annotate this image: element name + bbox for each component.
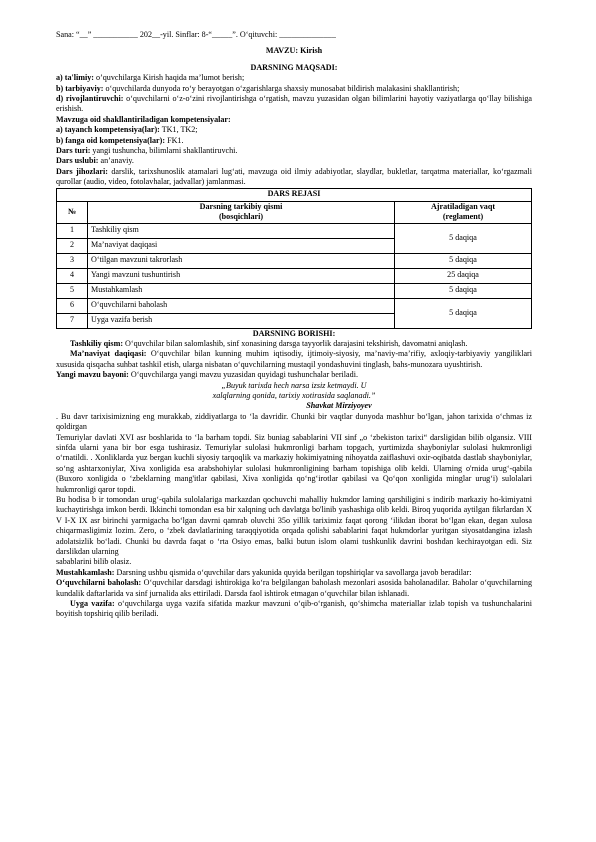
lesson-plan-table: [56, 188, 532, 329]
plan-row-time: 5 daqiqa: [395, 253, 532, 268]
plan-row-stage: Ma’naviyat daqiqasi: [88, 238, 395, 253]
course-homework-label: Uyga vazifa:: [70, 599, 115, 609]
plan-row-number: 5: [57, 283, 88, 298]
plan-col-stage-line2: (bosqichlari): [218, 212, 264, 222]
goal-title: DARSNING MAQSADI:: [250, 62, 338, 72]
plan-row-stage: O‘quvchilarni baholash: [88, 298, 395, 313]
table-row: [57, 223, 532, 238]
plan-col-stage: [88, 201, 395, 223]
competency-basic-text: TK1, TK2;: [159, 125, 198, 135]
course-spirit-text: O‘quvchilar bilan kunning muhim iqtisodiy, ijtimoiy-siyosiy, ma’naviy-ma’rifiy, axloqiy-tarbiyaviy yangiliklari xususida qisqacha suhbat tashkil etish, ularga nisbatan o‘quvchilarning mustaqil yondashuvini tinglash, bahs-munozara uyushtirish.: [56, 349, 532, 369]
goal-upbringing-text: o‘quvchilarda dunyoda ro‘y berayotgan o‘zgarishlarga shaxsiy munosabat bildirish malakasini shakllantirish;: [103, 83, 460, 93]
goal-education-text: o’quvchilarga Kirish haqida ma’lumot berish;: [94, 73, 245, 83]
plan-row-time: 5 daqiqa: [395, 223, 532, 253]
course-organization-text: O‘quvchilar bilan salomlashib, sinf xonasining darsga tayyorlik darajasini tekshirish, davomatni aniqlash.: [123, 338, 468, 348]
plan-col-time: [395, 201, 532, 223]
lesson-type-label: Dars turi:: [56, 146, 91, 156]
plan-row-number: 1: [57, 223, 88, 238]
table-row: [57, 298, 532, 313]
course-new-topic-text: O‘quvchilarga yangi mavzu yuzasidan quyidagi tushunchalar beriladi.: [128, 370, 358, 380]
goal-development-text: o‘quvchilarni o‘z-o‘zini rivojlantirishga o‘rgatish, mavzu yuzasidan olgan bilimlarini hayotiy vaziyatlarga qo‘llay bilishiga erishish.: [56, 94, 532, 114]
plan-row-number: 7: [57, 313, 88, 328]
plan-title: DARS REJASI: [57, 188, 532, 201]
course-title: DARSNING BORISHI:: [252, 328, 336, 338]
lesson-method: [56, 156, 532, 166]
competency-subject: [56, 136, 532, 146]
lesson-method-label: Dars uslubi:: [56, 156, 99, 166]
table-row: [57, 268, 532, 283]
history-paragraph-1: . Bu davr tarixisimizning eng murakkab, ziddiyatlarga to ‘la davridir. Chunki bir vaqtlar dunyoda mashhur bo‘lgan, jahon tarixida o‘chmas iz qoldirgan: [56, 411, 532, 432]
lesson-plan-page: [56, 30, 532, 620]
plan-row-number: 3: [57, 253, 88, 268]
course-organization-label: Tashkiliy qism:: [70, 338, 124, 348]
goal-education: [56, 73, 532, 83]
plan-row-time: 25 daqiqa: [395, 268, 532, 283]
goal-upbringing-label: b) tarbiyaviy:: [56, 83, 104, 93]
competency-subject-text: FK1.: [165, 135, 184, 145]
history-paragraph-4: sabablarini bilib olasiz.: [56, 557, 132, 567]
plan-row-stage: Yangi mavzuni tushuntirish: [88, 268, 395, 283]
course-new-topic: [56, 370, 532, 380]
goal-development-label: d) rivojlantiruvchi:: [56, 94, 124, 104]
lesson-type-text: yangi tushuncha, bilimlarni shakllantiruvchi.: [90, 146, 238, 156]
plan-col-number: №: [57, 201, 88, 223]
plan-row-time: 5 daqiqa: [395, 298, 532, 328]
quote-line-2: xalqlarning qonida, tarixiy xotirasida saqlanadi.”: [212, 390, 376, 400]
course-spirit-label: Ma’naviyat daqiqasi:: [70, 349, 147, 359]
lesson-equipment-label: Dars jihozlari:: [56, 166, 108, 176]
plan-row-number: 4: [57, 268, 88, 283]
course-organization: [56, 339, 532, 349]
history-paragraph-3: Bu hodisa b ir tomondan urug‘-qabila sulolalariga markazdan qochuvchi mahalliy hukmdor laming qarshiligini s indirib markaziy ho-kimiyatni kuchaytirishga imkon berdi. Ikkinchi tomondan esa bir xalqning uch davlatga bo'linib yashashiga olib keldi. Biroq yuqorida aytilgan fikrlardan X V I-X IX asr birinchi yarmigacha bo‘lgan davrni qamrab oluvchi 35o yillik tariximiz faqat qorong ‘ilikdan iborat bo‘lgan ekan, degan xulosa chiqarmasligimiz lozim. Zero, o ‘zbek davlatlarining taraqqiyotida orqada qolishi sabablarini faqat hukmdorlar yuritgan siyosatdangina izlash adolatsizlik bo‘ladi. Chunki bu davrda faqat o ‘rta Osiyo emas, balki butun islom olami tushkunlik davrini boshdan kechirayotgan edi. Siz darslikdan ularning: [56, 495, 532, 557]
course-homework: [56, 599, 532, 620]
topic-title: MAVZU: Kirish: [265, 46, 323, 56]
plan-row-stage: Uyga vazifa berish: [88, 313, 395, 328]
course-reinforcement: [56, 568, 532, 578]
course-reinforcement-text: Darsning ushbu qismida o‘quvchilar dars yakunida quyida berilgan topshiriqlar va savollarga javob beradilar:: [114, 567, 472, 577]
competencies-title: Mavzuga oid shakllantiriladigan kompetensiyalar:: [56, 114, 231, 124]
lesson-equipment-text: darslik, tarixshunoslik atamalari lug‘ati, mavzuga oid ilmiy adabiyotlar, slaydlar, bukletlar, tarqatma materiallar, ko‘rgazmali qurollar (audio, video, fotolavhalar, jadvallar) jamlanmasi.: [56, 166, 533, 187]
lesson-equipment: [56, 167, 532, 188]
quote-author: Shavkat Mirziyoyev: [306, 401, 372, 411]
quote-line-1: „Buyuk tarixda hech narsa izsiz ketmaydi. U: [221, 380, 367, 390]
course-grading-label: O‘quvchilarni baholash:: [56, 578, 142, 588]
table-row: [57, 283, 532, 298]
plan-col-stage-line1: Darsning tarkibiy qismi: [199, 201, 283, 211]
table-row: [57, 253, 532, 268]
competency-basic: [56, 125, 532, 135]
course-reinforcement-label: Mustahkamlash:: [56, 567, 115, 577]
plan-row-number: 2: [57, 238, 88, 253]
header-line: Sana: “__” ___________ 202__-yil. Sinflar: 8-“_____”. O‘qituvchi: ______________: [56, 30, 336, 39]
competency-basic-label: a) tayanch kompetensiya(lar):: [56, 125, 160, 135]
lesson-method-text: an’anaviy.: [98, 156, 134, 166]
goal-development: [56, 94, 532, 115]
course-grading: [56, 578, 532, 599]
goal-upbringing: [56, 84, 532, 94]
course-grading-text: O‘quvchilar darsdagi ishtirokiga ko‘ra belgilangan baholash mezonlari asosida baholanadilar. Baholar o‘quvchilarning kundalik daftarlarida va sinf jurnalida aks ettiriladi. Darsda faol ishtirok etmagan o‘quvchilar bilan ishlanadi.: [56, 578, 532, 598]
plan-row-stage: O‘tilgan mavzuni takrorlash: [88, 253, 395, 268]
plan-row-number: 6: [57, 298, 88, 313]
plan-col-time-line2: (reglament): [442, 212, 484, 222]
history-paragraph-2: Temuriylar davlati XVI asr boshlarida to ‘la barham topdi. Siz buniag sabablarini VII sinf „o ‘zbekiston tarixi“ darsligidan bilib olgansiz. VIII sinfda ularni yana bir bor esga tushirasiz. Temuriylar sulolasi hukmronligi barham topgach, yurtimizda shayboniylar sulolasi hukmronligi o‘rnatildi. . Xonliklarda yuz bergan kuchli siyosiy tarqoqlik va markaziy hokimiyatning nihoyatda zaiflashuvi oxir-oqibatda dastlab shayboniylar, so‘ng ashtarxoniylar, Xiva xonligida esa arabshohiylar sulolasi hukmronligining barham topishiga olib keldi. Ularning o'rnida urug‘-qabila (Buxoro xonligida o ‘zbeklarning mang'itlar qabilasi, Xiva xonligida qo‘ng‘irotlar qabilasi va Qo‘qon xonligida minglar urug‘i) sulolalari hukmronligi qaror topdi.: [56, 432, 532, 494]
lesson-type: [56, 146, 532, 156]
plan-row-stage: Tashkiliy qism: [88, 223, 395, 238]
plan-row-time: 5 daqiqa: [395, 283, 532, 298]
plan-row-stage: Mustahkamlash: [88, 283, 395, 298]
course-new-topic-label: Yangi mavzu bayoni:: [56, 370, 129, 380]
competency-subject-label: b) fanga oid kompetensiya(lar):: [56, 135, 166, 145]
course-homework-text: o‘quvchilarga uyga vazifa sifatida mazkur mavzuni o‘qib-o‘rganish, qo‘shimcha materiallar izlab topish va tushunchalarini boyitish topshiriq qilib beriladi.: [56, 599, 532, 619]
goal-education-label: a) ta'limiy:: [56, 73, 94, 83]
plan-col-time-line1: Ajratiladigan vaqt: [430, 201, 496, 211]
course-spirit: [56, 349, 532, 370]
